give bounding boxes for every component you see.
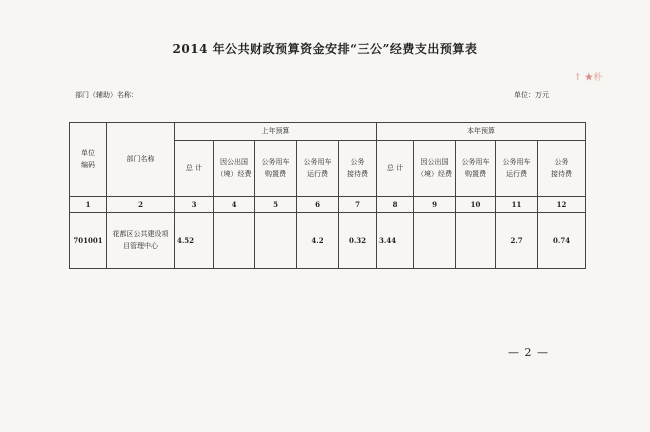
col-number: 6	[297, 197, 339, 213]
cur-operation-header: 公务用车 运行费	[496, 141, 538, 197]
red-stamp-mark: ↑ ★朴	[574, 73, 603, 83]
col-number: 7	[339, 197, 377, 213]
prev-operation-cell: 4.2	[297, 213, 339, 269]
budget-table	[69, 122, 586, 269]
col-number: 9	[414, 197, 456, 213]
col-number: 8	[377, 197, 414, 213]
prev-abroad-cell	[214, 213, 255, 269]
document-title: 2014 年公共财政预算资金安排“三公”经费支出预算表	[172, 42, 478, 56]
prev-total-header: 总 计	[175, 141, 214, 197]
prev-reception-header: 公务 接待费	[339, 141, 377, 197]
prev-abroad-header: 因公出国 （境）经费	[214, 141, 255, 197]
col-number: 10	[456, 197, 496, 213]
col-number: 12	[538, 197, 586, 213]
prev-reception-cell: 0.32	[339, 213, 377, 269]
cur-operation-cell: 2.7	[496, 213, 538, 269]
unit-label: 单位：万元	[514, 91, 549, 99]
unit-code-header: 单位 编码	[70, 123, 107, 197]
cur-purchase-header: 公务用车 购置费	[456, 141, 496, 197]
dept-name-cell: 花都区公共建设项 目管理中心	[107, 213, 175, 269]
col-number: 4	[214, 197, 255, 213]
prev-operation-header: 公务用车 运行费	[297, 141, 339, 197]
table-row	[70, 213, 586, 269]
col-number: 1	[70, 197, 107, 213]
prev-purchase-cell	[255, 213, 297, 269]
prev-year-header: 上年预算	[175, 123, 377, 141]
cur-abroad-cell	[414, 213, 456, 269]
cur-purchase-cell	[456, 213, 496, 269]
cur-total-cell: 3.44	[377, 213, 414, 269]
col-number: 11	[496, 197, 538, 213]
cur-reception-cell: 0.74	[538, 213, 586, 269]
dept-name-header: 部门名称	[107, 123, 175, 197]
prev-purchase-header: 公务用车 购置费	[255, 141, 297, 197]
col-number: 2	[107, 197, 175, 213]
cur-total-header: 总 计	[377, 141, 414, 197]
cur-abroad-header: 因公出国 （境）经费	[414, 141, 456, 197]
col-number: 5	[255, 197, 297, 213]
department-name-label: 部门（辅助）名称：	[75, 91, 138, 99]
this-year-header: 本年预算	[377, 123, 586, 141]
cur-reception-header: 公务 接待费	[538, 141, 586, 197]
col-number: 3	[175, 197, 214, 213]
header-row-1	[70, 123, 586, 141]
unit-code-cell: 701001	[70, 213, 107, 269]
column-number-row	[70, 197, 586, 213]
page-number: — 2 —	[508, 346, 549, 359]
prev-total-cell: 4.52	[175, 213, 214, 269]
